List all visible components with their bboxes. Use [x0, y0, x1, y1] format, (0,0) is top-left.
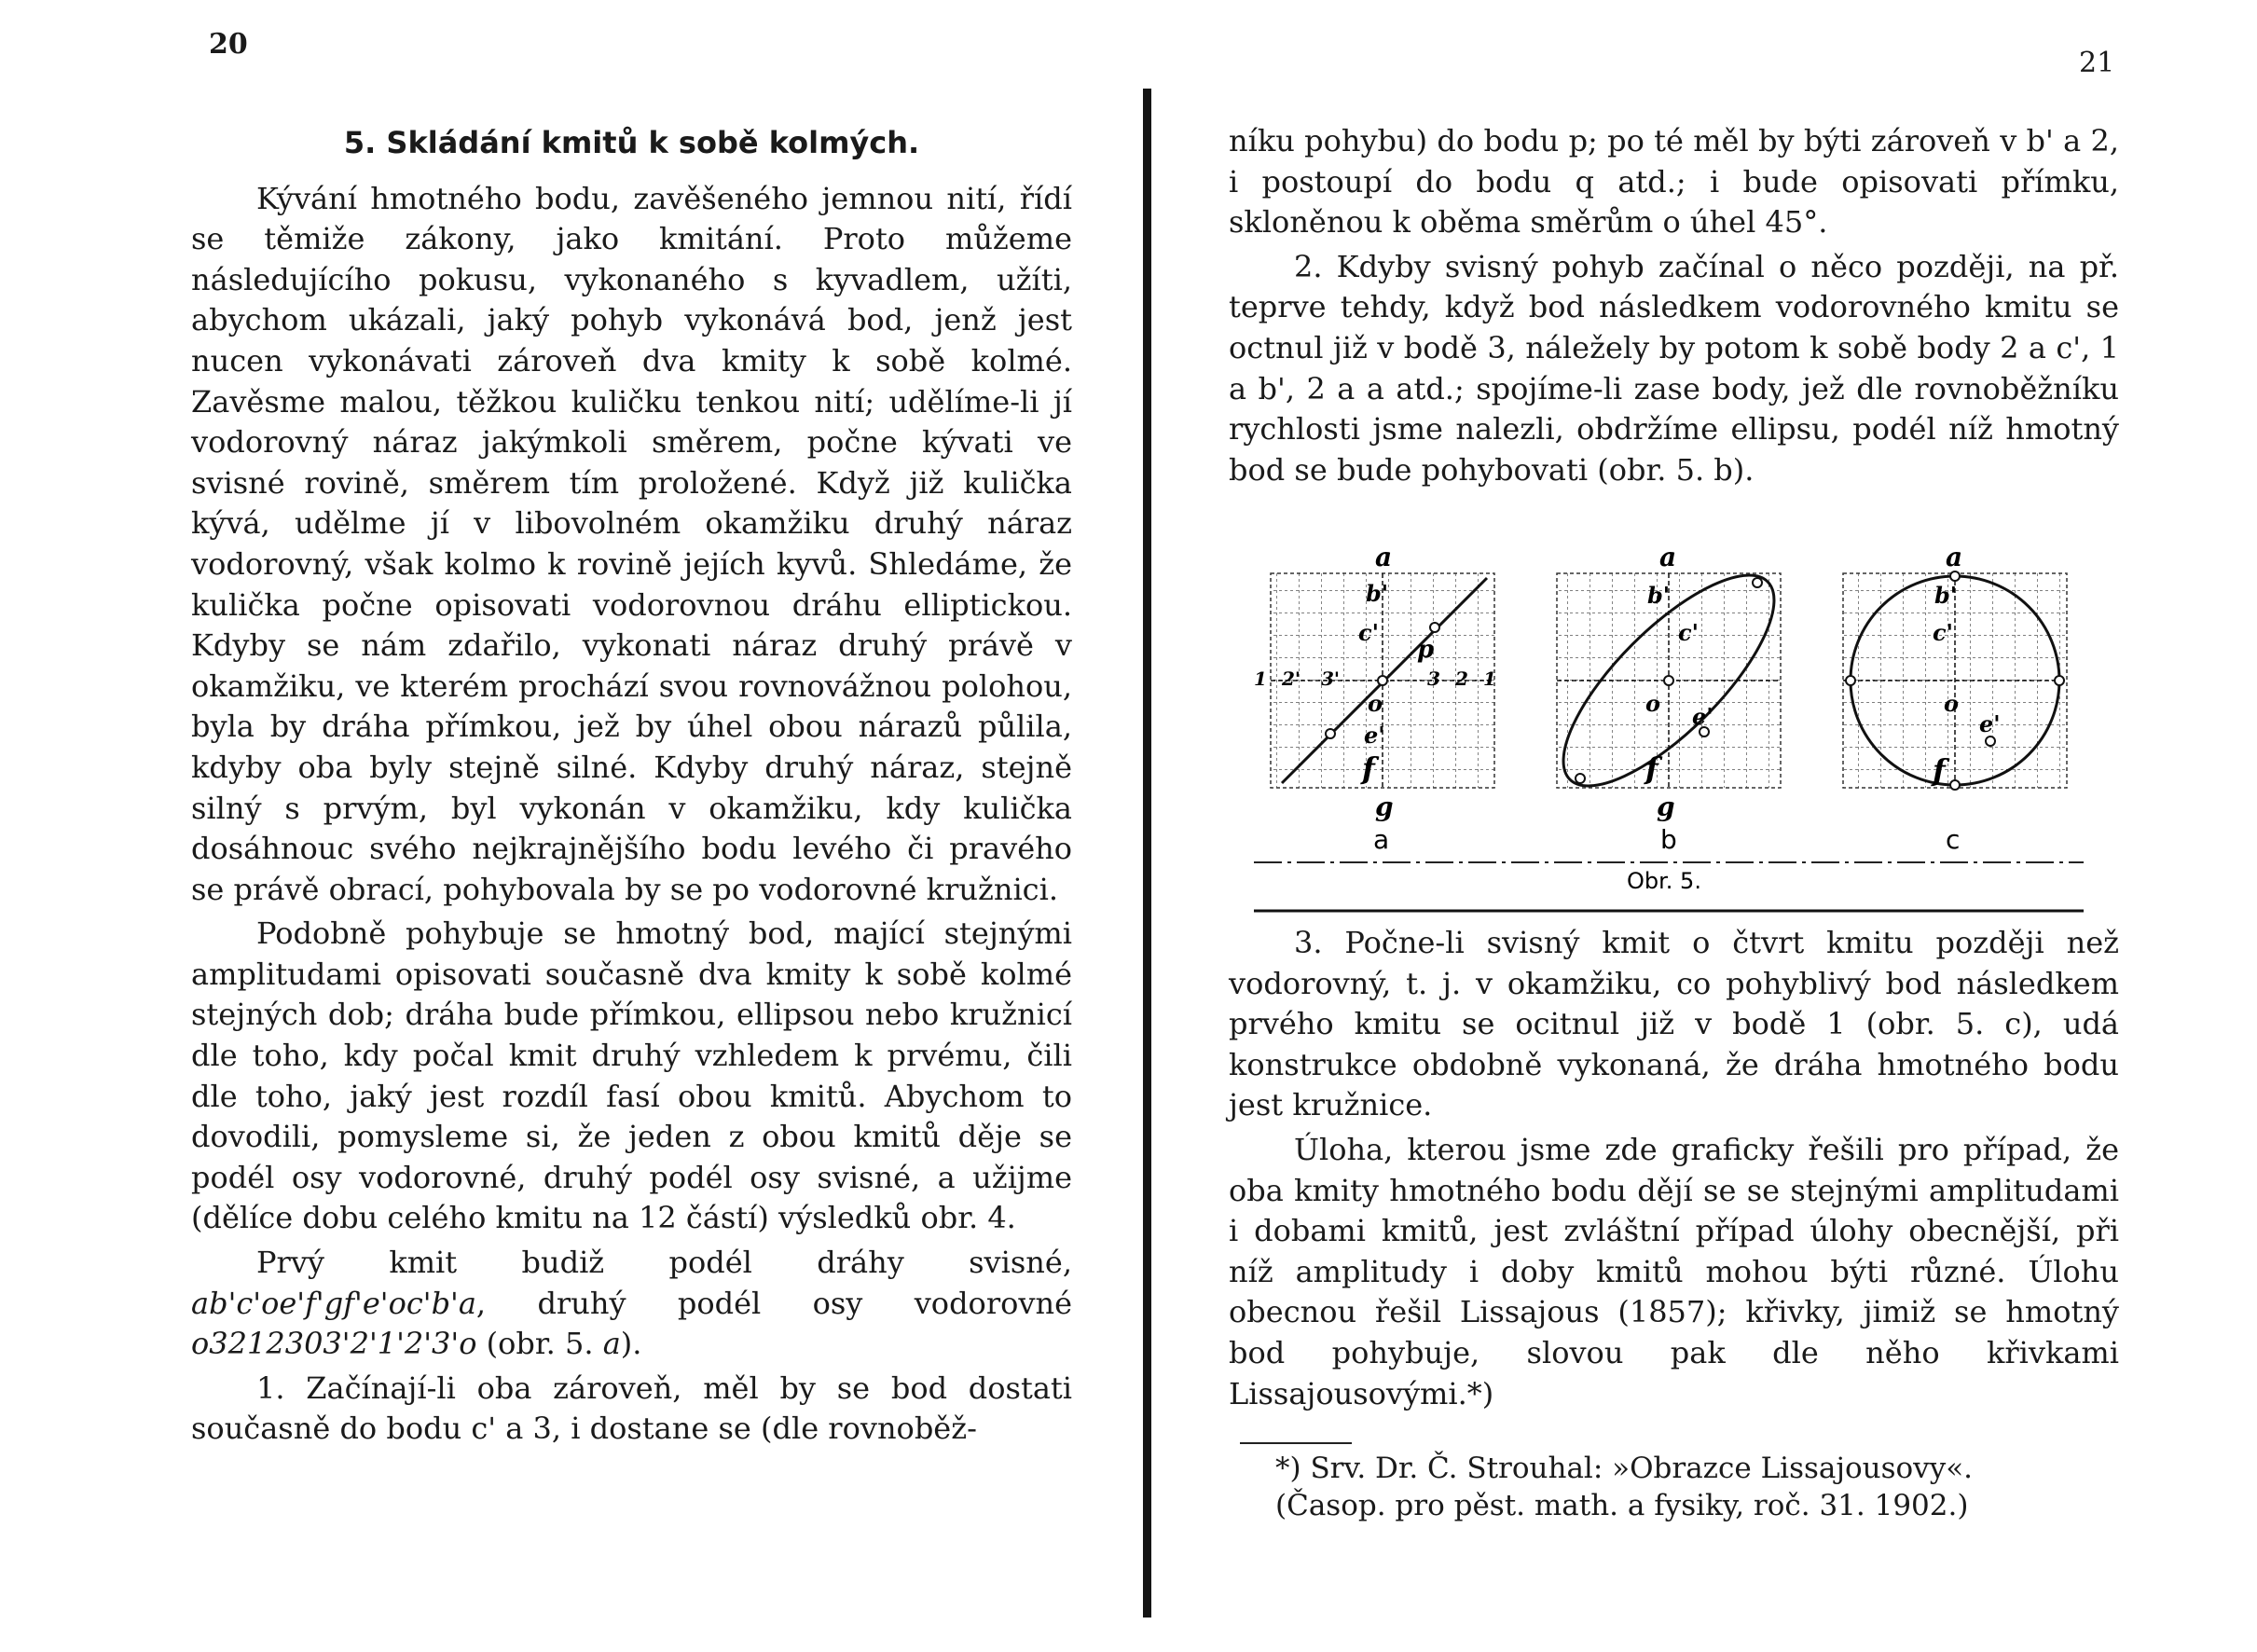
label-a-c: a — [1946, 545, 1963, 572]
page-number-left: 20 — [209, 28, 248, 61]
section-heading: 5. Skládání kmitů k sobě kolmých. — [343, 125, 920, 160]
figure-sublabel-c: c — [1946, 824, 1961, 855]
label-b: b' — [1366, 580, 1389, 607]
label-o-b: o — [1645, 690, 1661, 717]
label-2-right: 2 — [1455, 668, 1468, 690]
figure-caption: Obr. 5. — [1627, 868, 1701, 894]
label-e-c: e' — [1979, 710, 2001, 737]
figure-5 — [1254, 545, 2084, 918]
p3-sequence-horizontal: o3212303'2'1'2'3'o — [191, 1326, 477, 1362]
figure-sublabel-b: b — [1660, 824, 1677, 855]
left-paragraph-4: 1. Začínají-li oba zároveň, měl by se bod dostati současně do bodu c' a 3, i dostane se (dle rovnoběž- — [191, 1370, 1072, 1447]
label-3-left: 3' — [1321, 668, 1341, 690]
right-paragraph-4: Úloha, kterou jsme zde graficky řešili pro případ, že oba kmity hmotného bodu dějí se se stejnými amplitudami i dobami kmitů, jest zvláštní případ úlohy obecnější, při níž amplitudy i doby kmitů mohou býti různé. Úlohu obecnou řešil Lissajous (1857); křivky, jimiž se hmotný bod pohybuje, slovou pak dle něho křivkami Lissajousovými.*) — [1229, 1131, 2119, 1411]
book-spine — [1143, 89, 1151, 1618]
p3-figure-ref: a — [602, 1326, 621, 1362]
label-c: c' — [1358, 619, 1379, 646]
left-paragraph-3 — [191, 1243, 1072, 1365]
p3-text-a: Prvý kmit budiž podél dráhy svisné, — [256, 1245, 1072, 1281]
figure-sublabel-a: a — [1373, 824, 1390, 855]
p3-text-c: , druhý podél osy vodorovné — [475, 1285, 1072, 1321]
figure-panel-c — [1843, 545, 2067, 855]
label-p: p — [1417, 636, 1435, 664]
label-e: e' — [1364, 722, 1385, 749]
label-o-c: o — [1944, 690, 1960, 717]
page-number-right: 21 — [2079, 47, 2115, 79]
left-paragraph-1: Kývání hmotného bodu, zavěšeného jemnou nití, řídí se těmiže zákony, jako kmitání. Proto můžeme následujícího pokusu, vykonaného s kyvadlem, užíti, abychom ukázali, jaký pohyb vykonává bod, jenž jest nucen vykonávati zároveň dva kmity k sobě kolmé. Zavěsme malou, těžkou kuličku tenkou nití; udělíme-li jí vodorovný náraz jakýmkoli směrem, počne kývati ve svisné rovině, směrem tím proložené. Když již kulička kývá, udělme jí v libovolném okamžiku druhý náraz vodorovný, však kolmo k rovině jejích kyvů. Shledáme, že kulička počne opisovati vodorovnou dráhu elliptickou. Kdyby se nám zdařilo, vykonati náraz druhý právě v okamžiku, ve kterém prochází svou rovnovážnou polohou, byla by dráha přímkou, jež by úhel obou nárazů půlila, kdyby oba byly stejně silné. Kdyby druhý náraz, stejně silný s prvým, byl vykonán v okamžiku, kdy kulička dosáhnouc svého nejkrajnějšího bodu levého či pravého se právě obrací, pohybovala by se po vodorovné kružnici. — [191, 180, 1072, 907]
label-g: g — [1375, 792, 1394, 822]
label-g-b: g — [1657, 792, 1675, 822]
label-a: a — [1375, 545, 1393, 572]
label-a-b: a — [1659, 545, 1677, 572]
p3-text-g: ). — [620, 1326, 642, 1362]
right-paragraph-1: níku pohybu) do bodu p; po té měl by býti zároveň v b' a 2, i postoupí do bodu q atd.; i bude opisovati přímku, skloněnou k oběma směrům o úhel 45°. — [1229, 123, 2119, 241]
figure-5-drawing — [1254, 545, 2084, 918]
footnote-line-1: *) Srv. Dr. Č. Strouhal: »Obrazce Lissajousovy«. — [1275, 1452, 1974, 1485]
label-b-c: b' — [1934, 582, 1958, 609]
right-paragraph-3: 3. Počne-li svisný kmit o čtvrt kmitu později než vodorovný, t. j. v okamžiku, co pohyblivý bod následkem prvého kmitu se ocitnul již v bodě 1 (obr. 5. c), udá konstrukce obdobně vykonaná, že dráha hmotného bodu jest kružnice. — [1229, 925, 2119, 1123]
label-b-b: b' — [1647, 582, 1671, 609]
label-c-c: c' — [1933, 619, 1953, 646]
right-page-column-top — [1229, 121, 2119, 490]
right-page-column-bottom — [1229, 923, 2119, 1414]
left-paragraph-2: Podobně pohybuje se hmotný bod, mající stejnými amplitudami opisovati současně dva kmity k sobě kolmé stejných dob; dráha bude přímkou, ellipsou nebo kružnicí dle toho, kdy počal kmit druhý vzhledem k prvému, čili dle toho, jaký jest rozdíl fasí obou kmitů. Abychom to dovodili, pomysleme si, že jeden z obou kmitů děje se podél osy vodorovné, druhý podél osy svisné, a užijme (dělíce dobu celého kmitu na 12 částí) výsledků obr. 4. — [191, 915, 1072, 1236]
label-2-left: 2' — [1282, 668, 1301, 690]
footnote-line-2: (Časop. pro pěst. math. a fysiky, roč. 31. 1902.) — [1275, 1489, 1969, 1522]
label-3-right: 3 — [1427, 668, 1440, 690]
label-f-b: f — [1645, 750, 1658, 786]
left-page-column — [191, 123, 1072, 1450]
footnote — [1229, 1450, 2119, 1524]
label-1-right: 1 — [1483, 668, 1496, 690]
footnote-rule — [1240, 1442, 1352, 1444]
label-o: o — [1368, 690, 1383, 717]
p3-text-e: (obr. 5. — [476, 1326, 603, 1362]
right-paragraph-2: 2. Kdyby svisný pohyb začínal o něco později, na př. teprve tehdy, když bod následkem vodorovného kmitu se octnul již v bodě 3, náležely by potom k sobě body 2 a c', 1 a b', 2 a a atd.; spojíme-li zase body, jež dle rovnoběžníku rychlosti jsme nalezli, obdržíme ellipsu, podél níž hmotný bod se bude pohybovati (obr. 5. b). — [1229, 248, 2119, 488]
label-1-left: 1 — [1254, 668, 1267, 690]
figure-panel-b — [1534, 545, 1804, 855]
p3-sequence-vertical: ab'c'oe'f'gf'e'oc'b'a — [191, 1285, 476, 1321]
label-e-b: e' — [1692, 703, 1713, 730]
figure-panel-a — [1254, 545, 1496, 855]
label-c-b: c' — [1678, 619, 1699, 646]
label-f-c: f — [1933, 752, 1946, 788]
label-f: f — [1362, 750, 1375, 786]
